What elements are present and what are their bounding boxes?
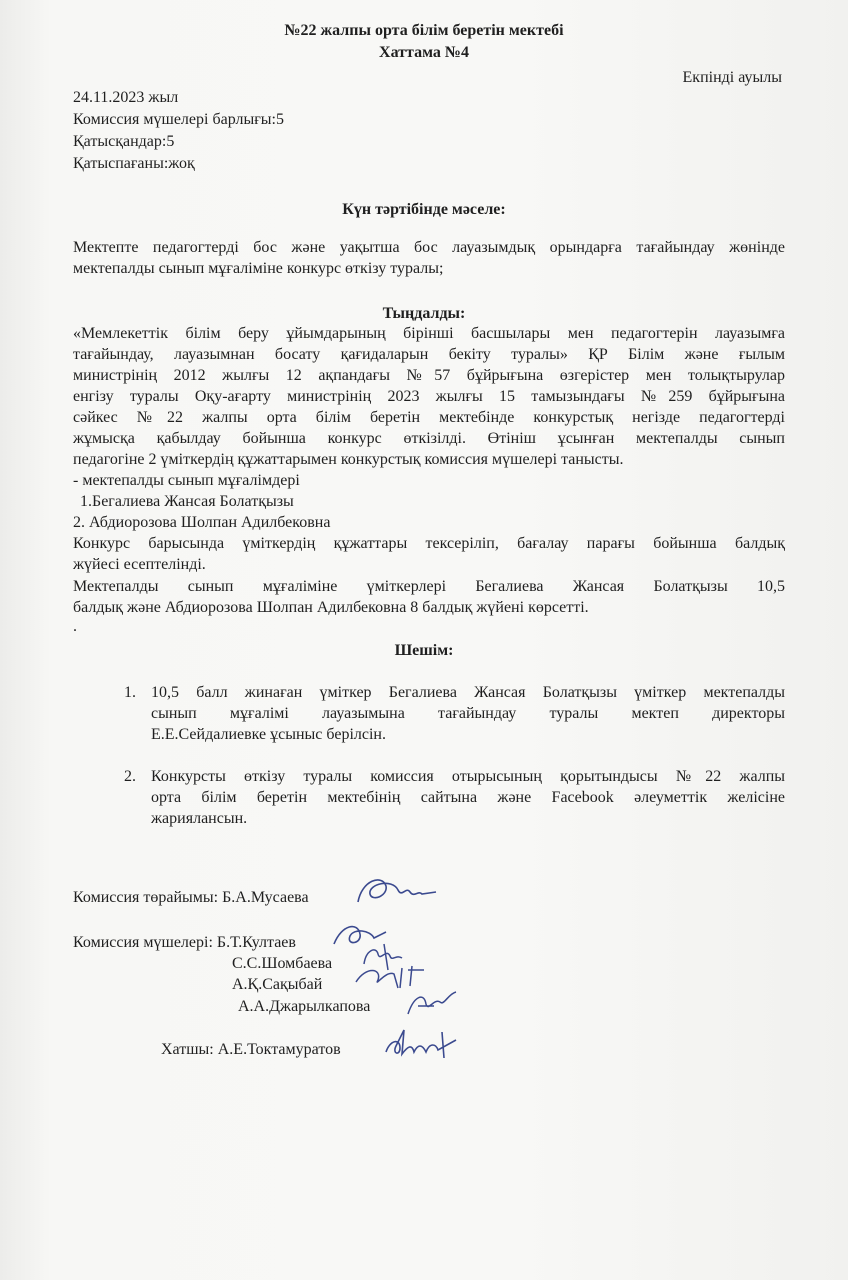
decision-line: Конкурсты өткізу туралы комиссия отырысының қорытындысы №22 жалпы	[151, 768, 785, 785]
check-line: жүйесі есептелінді.	[73, 556, 206, 573]
decision-heading: Шешім:	[394, 642, 454, 659]
members-signature-line: Комиссия мүшелері: Б.Т.Култаев	[73, 934, 296, 951]
signature-mark	[404, 986, 460, 1020]
decision-line: Е.Е.Сейдалиевке ұсыныс берілсін.	[151, 726, 386, 743]
protocol-date: 24.11.2023 жыл	[73, 89, 179, 106]
heard-line: «Мемлекеттік білім беру ұйымдарының бірінші басшылары мен педагогтерін лауазымға	[73, 325, 785, 342]
decision-line: 10,5 балл жинаған үміткер Бегалиева Жансая Болатқызы үміткер мектепалды	[151, 684, 785, 701]
signature-mark	[352, 872, 442, 912]
decision-line: орта білім беретін мектебінің сайтына және Facebook әлеуметтік желісіне	[151, 789, 785, 806]
heard-line: енгізу туралы Оқу-ағарту министрінің 2023 жылғы 15 тамызындағы №259 бұйрығына	[73, 388, 785, 405]
member-name: С.С.Шомбаева	[232, 955, 333, 972]
protocol-title: Хаттама №4	[379, 44, 469, 61]
heard-line: жұмысқа қабылдау бойынша конкурс өткізілді. Өтініш ұсынған мектепалды сынып	[73, 430, 785, 447]
check-line: Конкурс барысында үміткердің құжаттары тексеріліп, бағалау парағы бойынша балдық	[73, 535, 785, 552]
heard-line: педагогіне 2 үміткердің құжаттарымен конкурстық комиссия мүшелері танысты.	[73, 451, 624, 468]
candidate-item: 2. Абдиорозова Шолпан Адилбековна	[73, 514, 331, 531]
stray-dot: .	[73, 618, 77, 635]
result-line: Мектепалды сынып мұғаліміне үміткерлері Бегалиева Жансая Болатқызы 10,5	[73, 578, 785, 595]
decision-line: сынып мұғалімі лауазымына тағайындау туралы мектеп директоры	[151, 705, 785, 722]
decision-number: 1.	[124, 684, 136, 701]
heard-line: тағайындау, лауазымнан босату қағидаларын бекіту туралы» ҚР Білім және ғылым	[73, 346, 785, 363]
result-line: балдық және Абдиорозова Шолпан Адилбековна 8 балдық жүйені көрсетті.	[73, 599, 589, 616]
decision-number: 2.	[124, 768, 136, 785]
heard-line: сәйкес №22 жалпы орта білім беретін мектебінде конкурстық негізде педагогтерді	[73, 409, 785, 426]
members-total: Комиссия мүшелері барлығы:5	[73, 111, 284, 128]
agenda-line: мектепалды сынып мұғаліміне конкурс өткізу туралы;	[73, 260, 444, 277]
agenda-line: Мектепте педагогтерді бос және уақытша бос лауазымдық орындарға тағайындау жөнінде	[73, 239, 785, 256]
heard-line: министрінің 2012 жылғы 12 ақпандағы №57 бұйрығына өзгерістер мен толықтырулар	[73, 367, 785, 384]
heard-heading: Тыңдалды:	[382, 305, 466, 322]
agenda-heading: Күн тәртібінде мәселе:	[342, 201, 506, 218]
chair-signature-line: Комиссия төрайымы: Б.А.Мусаева	[73, 889, 309, 906]
village-name: Екпінді ауылы	[682, 69, 782, 86]
present-count: Қатысқандар:5	[73, 133, 175, 150]
candidate-list-title: - мектепалды сынып мұғалімдері	[73, 472, 300, 489]
member-name: А.Қ.Сақыбай	[232, 976, 323, 993]
candidate-item: 1.Бегалиева Жансая Болатқызы	[80, 493, 294, 510]
absent-count: Қатыспағаны:жоқ	[73, 155, 195, 172]
school-title: №22 жалпы орта білім беретін мектебі	[284, 22, 564, 39]
secretary-signature-line: Хатшы: А.Е.Токтамуратов	[161, 1041, 341, 1058]
decision-line: жариялансын.	[151, 810, 248, 827]
member-name: А.А.Джарылкапова	[238, 998, 371, 1015]
signature-mark	[382, 1024, 464, 1064]
